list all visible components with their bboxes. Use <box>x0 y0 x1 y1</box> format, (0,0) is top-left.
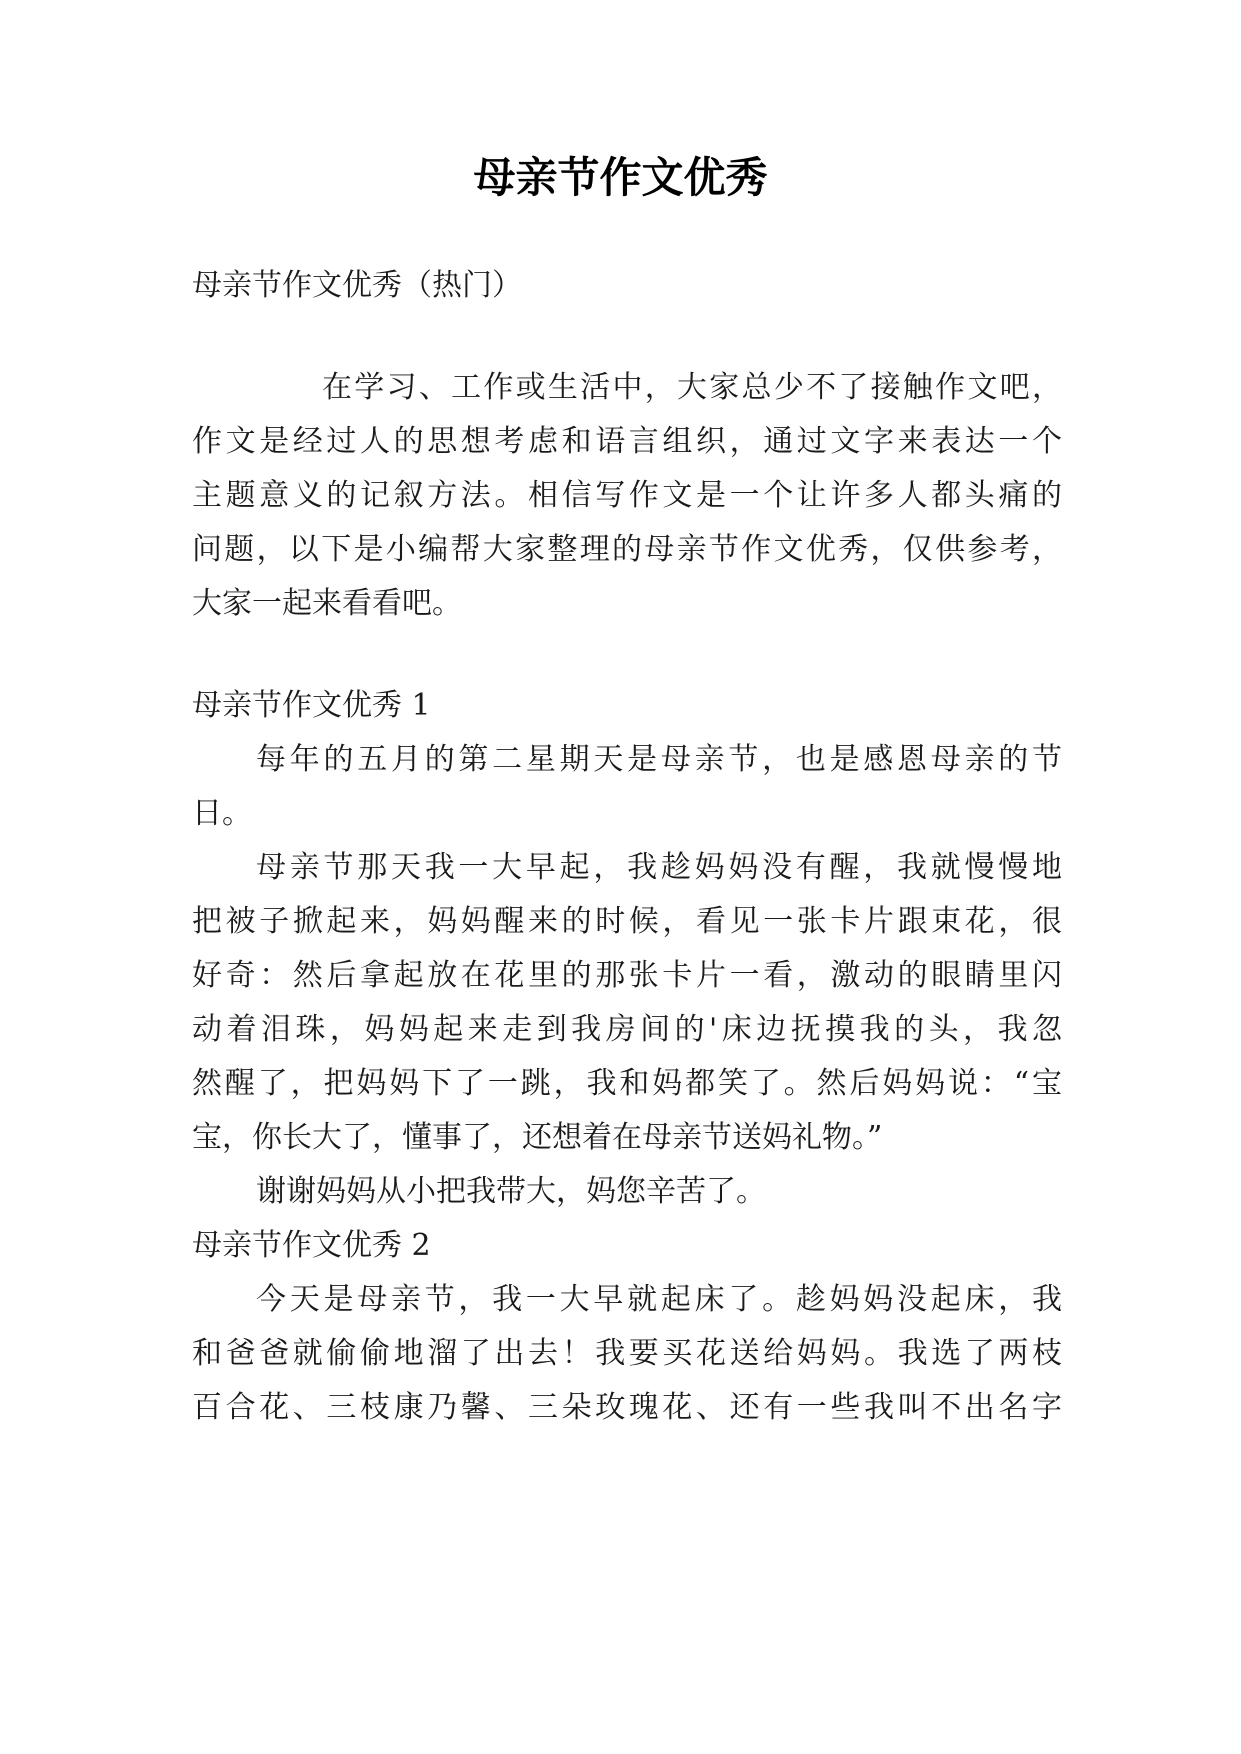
document-title: 母亲节作文优秀 <box>473 153 768 202</box>
intro-line-5: 大家一起来看看吧。 <box>192 586 462 621</box>
section-1-p1-line-2: 日。 <box>192 796 252 831</box>
intro-line-4: 问题，以下是小编帮大家整理的母亲节作文优秀，仅供参考， <box>192 532 1062 567</box>
section-1-p2-line-3: 好奇：然后拿起放在花里的那张卡片一看，激动的眼睛里闪 <box>192 958 1062 993</box>
section-2-p1-line-3: 百合花、三枝康乃馨、三朵玫瑰花、还有一些我叫不出名字 <box>192 1390 1062 1425</box>
document-subtitle: 母亲节作文优秀（热门） <box>192 268 522 303</box>
section-1-p2-line-1: 母亲节那天我一大早起，我趁妈妈没有醒，我就慢慢地 <box>256 850 1062 885</box>
section-1-p2-line-4: 动着泪珠，妈妈起来走到我房间的'床边抚摸我的头，我忽 <box>192 1012 1062 1047</box>
intro-line-3: 主题意义的记叙方法。相信写作文是一个让许多人都头痛的 <box>192 478 1062 513</box>
section-1-p1-line-1: 每年的五月的第二星期天是母亲节，也是感恩母亲的节 <box>256 742 1062 777</box>
section-1-p2-line-5: 然醒了，把妈妈下了一跳，我和妈都笑了。然后妈妈说：“宝 <box>192 1066 1062 1101</box>
section-1-p2-line-6: 宝，你长大了，懂事了，还想着在母亲节送妈礼物。” <box>192 1120 883 1155</box>
intro-line-2: 作文是经过人的思想考虑和语言组织，通过文字来表达一个 <box>192 424 1062 459</box>
section-2-p1-line-1: 今天是母亲节，我一大早就起床了。趁妈妈没起床，我 <box>256 1282 1062 1317</box>
section-1-heading: 母亲节作文优秀 1 <box>192 688 431 723</box>
section-1-p3-line-1: 谢谢妈妈从小把我带大，妈您辛苦了。 <box>256 1174 766 1209</box>
intro-line-1: 在学习、工作或生活中，大家总少不了接触作文吧， <box>322 370 1062 405</box>
section-2-heading: 母亲节作文优秀 2 <box>192 1228 431 1263</box>
section-1-p2-line-2: 把被子掀起来，妈妈醒来的时候，看见一张卡片跟束花，很 <box>192 904 1062 939</box>
section-2-p1-line-2: 和爸爸就偷偷地溜了出去！我要买花送给妈妈。我选了两枝 <box>192 1336 1062 1371</box>
